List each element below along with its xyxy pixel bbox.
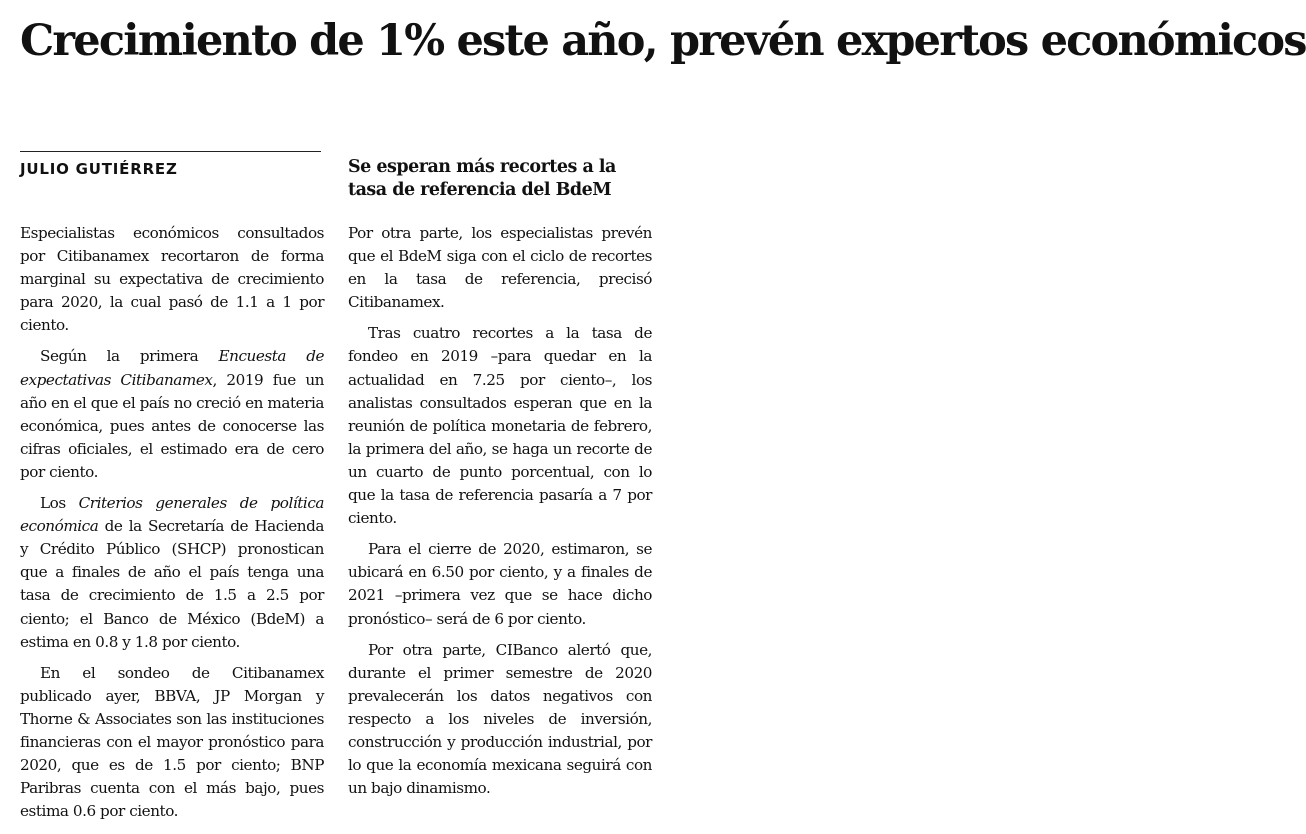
- byline-rule: [20, 151, 321, 152]
- paragraph: Por otra parte, CIBanco alertó que, durante el primer semestre de 2020 prevalecerán los datos negativos con respecto a los niveles de inversión, construcción y producción industrial, por lo que la economía mexicana seguirá con un bajo dinamismo.: [348, 640, 652, 798]
- paragraph-text: de la Secretaría de Hacienda y Crédito Público (SHCP) pronostican que a finales de año el país tenga una tasa de crecimiento de 1.5 a 2.5 por ciento; el Banco de México (BdeM) a estima en 0.8 y 1.8 por ciento.: [20, 517, 324, 651]
- paragraph: [20, 492, 324, 654]
- paragraph: Por otra parte, los especialistas prevén que el BdeM siga con el ciclo de recortes en la tasa de referencia, precisó Citibanamex.: [348, 224, 652, 312]
- right-column: [348, 222, 652, 808]
- byline: JULIO GUTIÉRREZ: [20, 160, 178, 178]
- paragraph: En el sondeo de Citibanamex publicado ayer, BBVA, JP Morgan y Thorne & Associates son las instituciones financieras con el mayor pronóstico para 2020, que es de 1.5 por ciento; BNP Paribras cuenta con el más bajo, pues estima 0.6 por ciento.: [20, 663, 324, 821]
- paragraph: Especialistas económicos consultados por Citibanamex recortaron de forma marginal su expectativa de crecimiento para 2020, la cual pasó de 1.1 a 1 por ciento.: [20, 224, 324, 335]
- paragraph-text: Según la primera: [40, 347, 219, 366]
- paragraph-text: Los: [40, 494, 79, 513]
- paragraph: Tras cuatro recortes a la tasa de fondeo en 2019 –para quedar en la actualidad en 7.25 por ciento–, los analistas consultados esperan que en la reunión de política monetaria de febrero, la primera del año, se haga un recorte de un cuarto de punto porcentual, con lo que la tasa de referencia pasaría a 7 por ciento.: [348, 324, 652, 528]
- subheading: Se esperan más recortes a la tasa de referencia del BdeM: [348, 157, 616, 200]
- paragraph: [20, 345, 324, 484]
- headline: Crecimiento de 1% este año, prevén expertos económicos: [20, 16, 1306, 66]
- paragraph-text: , 2019 fue un año en el que el país no creció en materia económica, pues antes de conocerse las cifras oficiales, el estimado era de cero por ciento.: [20, 370, 324, 481]
- left-column: [20, 222, 324, 831]
- italic-title: Encuesta de expectativas Citibanamex: [20, 347, 325, 389]
- paragraph: Para el cierre de 2020, estimaron, se ubicará en 6.50 por ciento, y a finales de 2021 –primera vez que se hace dicho pronóstico– será de 6 por ciento.: [348, 540, 652, 628]
- italic-title: Criterios generales de política económica: [20, 494, 324, 536]
